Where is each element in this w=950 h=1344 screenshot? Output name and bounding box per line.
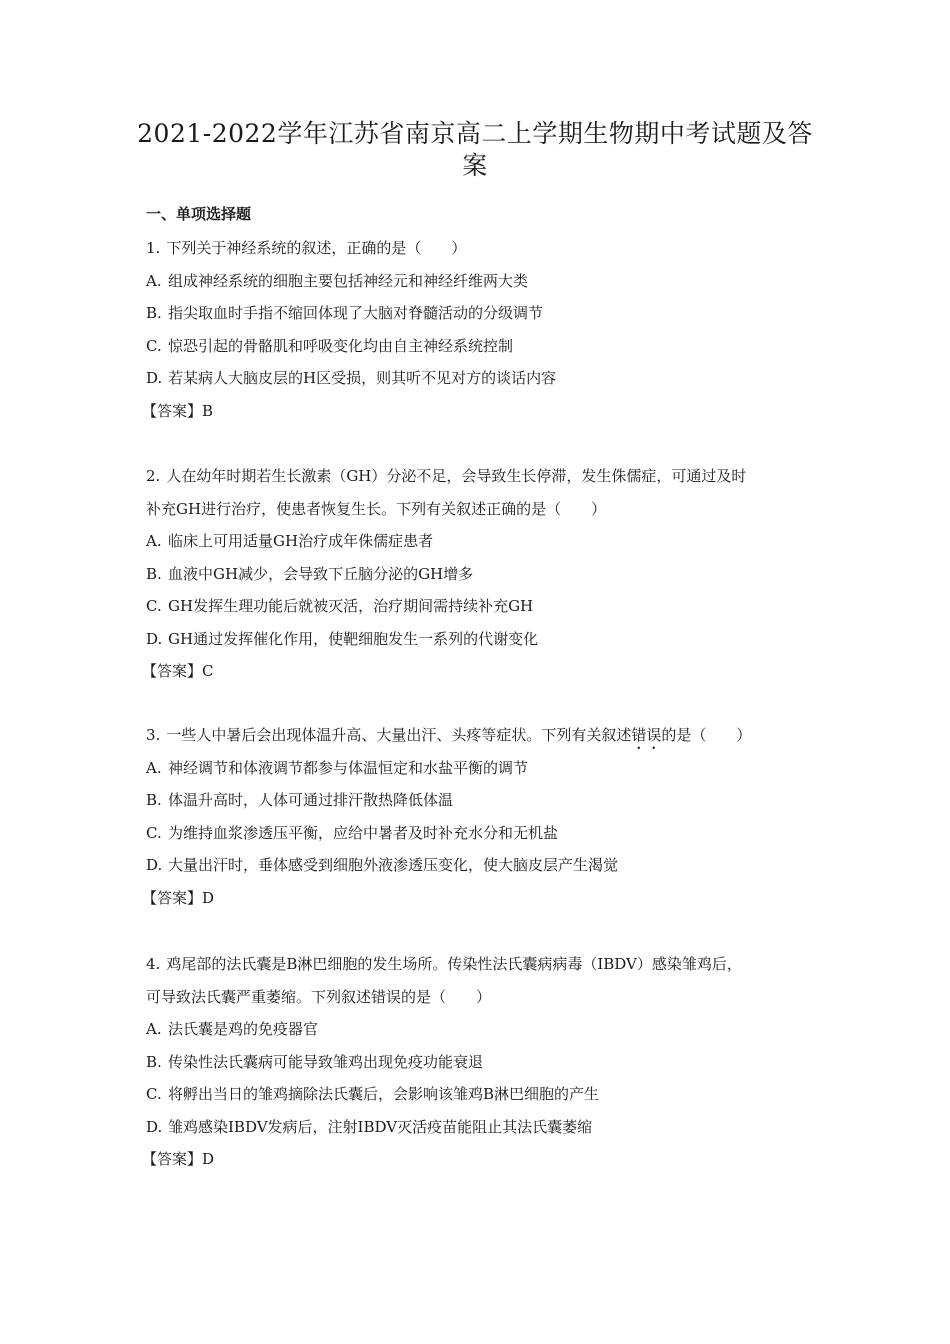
- option-text: 将孵出当日的雏鸡摘除法氏囊后，会影响该雏鸡B淋巴细胞的产生: [168, 1085, 600, 1103]
- option-letter: A.: [146, 758, 162, 777]
- question-stem-text: 人在幼年时期若生长激素（GH）分泌不足，会导致生长停滞，发生侏儒症，可通过及时: [166, 467, 747, 485]
- option-c: [146, 590, 816, 623]
- option-letter: C.: [146, 597, 162, 615]
- option-c: [146, 330, 816, 363]
- option-text: 大量出汗时，垂体感受到细胞外液渗透压变化，使大脑皮层产生渴觉: [168, 856, 619, 874]
- answer: [142, 1143, 816, 1176]
- answer-value: C: [202, 662, 214, 680]
- question-stem-continued: 可导致法氏囊严重萎缩。下列叙述错误的是（ ）: [146, 987, 492, 1006]
- option-letter: D.: [146, 629, 163, 648]
- option-letter: B.: [146, 564, 162, 583]
- option-a: [146, 752, 816, 785]
- option-text: 法氏囊是鸡的免疫器官: [168, 1020, 319, 1038]
- section-heading: 一、单项选择题: [146, 205, 252, 223]
- option-letter: C.: [146, 823, 162, 842]
- option-text: GH发挥生理功能后就被灭活，治疗期间需持续补充GH: [168, 597, 534, 615]
- question-stem: [146, 460, 816, 493]
- option-text: 神经调节和体液调节都参与体温恒定和水盐平衡的调节: [168, 758, 529, 777]
- option-c: [146, 817, 816, 850]
- option-b: [146, 1046, 816, 1079]
- option-b: [146, 784, 816, 817]
- question-stem: [146, 719, 816, 752]
- option-letter: B.: [146, 304, 162, 322]
- option-c: [146, 1078, 816, 1111]
- question-4: [142, 948, 816, 1176]
- option-b: [146, 297, 816, 330]
- option-d: [146, 623, 816, 656]
- option-text: 若某病人大脑皮层的H区受损，则其听不见对方的谈话内容: [168, 369, 557, 387]
- answer-value: D: [202, 888, 215, 907]
- option-text: GH通过发挥催化作用，使靶细胞发生一系列的代谢变化: [168, 629, 539, 648]
- emphasized-word: 错误: [631, 726, 662, 744]
- option-text: 雏鸡感染IBDV发病后，注射IBDV灭活疫苗能阻止其法氏囊萎缩: [168, 1117, 593, 1136]
- option-letter: C.: [146, 336, 162, 355]
- option-a: [146, 265, 816, 298]
- option-a: [146, 1013, 816, 1046]
- question-number: 2.: [146, 467, 161, 485]
- answer: [142, 655, 816, 688]
- option-text: 体温升高时，人体可通过排汗散热降低体温: [168, 791, 454, 809]
- option-letter: B.: [146, 1052, 162, 1071]
- option-letter: C.: [146, 1085, 162, 1103]
- option-letter: A.: [146, 1020, 162, 1038]
- question-stem-continued: 补充GH进行治疗，使患者恢复生长。下列有关叙述正确的是（ ）: [146, 499, 607, 518]
- answer-prefix: 【答案】: [142, 401, 203, 420]
- option-text: 血液中GH减少，会导致下丘脑分泌的GH增多: [168, 564, 474, 583]
- question-1: [142, 232, 816, 427]
- option-letter: B.: [146, 791, 162, 809]
- answer-prefix: 【答案】: [142, 888, 203, 907]
- option-letter: A.: [146, 271, 162, 290]
- question-2: [142, 460, 816, 688]
- option-a: [146, 525, 816, 558]
- question-stem-text: 下列关于神经系统的叙述，正确的是（ ）: [166, 239, 467, 257]
- question-stem: [146, 232, 816, 265]
- answer-value: B: [202, 401, 214, 420]
- option-text: 为维持血浆渗透压平衡，应给中暑者及时补充水分和无机盐: [168, 823, 559, 842]
- option-letter: D.: [146, 369, 163, 387]
- question-number: 1.: [146, 239, 161, 257]
- answer: [142, 395, 816, 428]
- option-d: [146, 1111, 816, 1144]
- question-number: 4.: [146, 955, 161, 973]
- option-text: 惊恐引起的骨骼肌和呼吸变化均由自主神经系统控制: [168, 336, 514, 355]
- option-text: 指尖取血时手指不缩回体现了大脑对脊髓活动的分级调节: [168, 304, 544, 322]
- option-letter: D.: [146, 856, 163, 874]
- answer: [142, 882, 816, 915]
- question-stem-text: 一些人中暑后会出现体温升高、大量出汗、头疼等症状。下列有关叙述: [166, 726, 632, 744]
- option-b: [146, 558, 816, 591]
- question-stem-text: 鸡尾部的法氏囊是B淋巴细胞的发生场所。传染性法氏囊病病毒（IBDV）感染雏鸡后，: [166, 955, 742, 973]
- answer-prefix: 【答案】: [142, 1150, 203, 1168]
- document-title: 2021-2022学年江苏省南京高二上学期生物期中考试题及答案: [137, 119, 813, 180]
- question-3: [142, 719, 816, 914]
- answer-prefix: 【答案】: [142, 662, 203, 680]
- question-stem: [146, 948, 816, 981]
- option-text: 组成神经系统的细胞主要包括神经元和神经纤维两大类: [168, 271, 529, 290]
- option-letter: D.: [146, 1117, 163, 1136]
- option-letter: A.: [146, 532, 162, 550]
- option-d: [146, 849, 816, 882]
- option-text: 传染性法氏囊病可能导致雏鸡出现免疫功能衰退: [168, 1052, 484, 1071]
- option-text: 临床上可用适量GH治疗成年侏儒症患者: [168, 532, 434, 550]
- option-d: [146, 362, 816, 395]
- question-stem-text-end: 的是（ ）: [661, 726, 752, 744]
- question-number: 3.: [146, 726, 161, 744]
- answer-value: D: [202, 1150, 215, 1168]
